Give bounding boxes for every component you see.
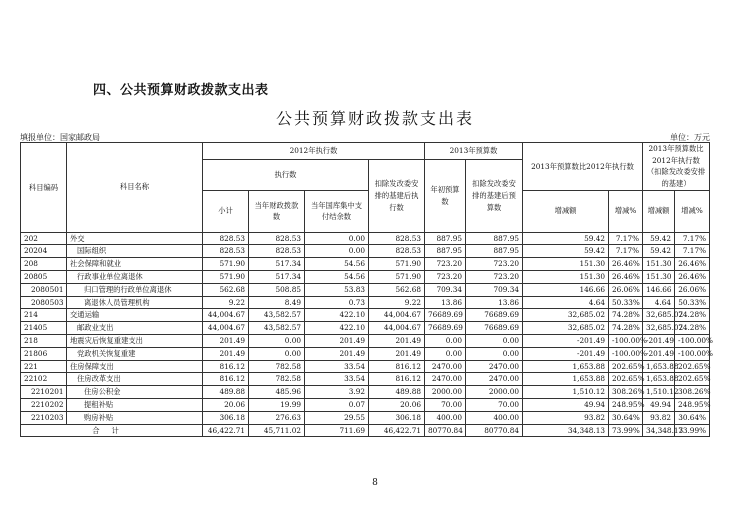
table-title: 公共预算财政拨款支出表	[275, 109, 474, 128]
cell-value: 782.58	[249, 373, 305, 386]
cell-value: 887.95	[425, 245, 466, 258]
cell-value: 59.42	[523, 245, 609, 258]
cell-value: 53.83	[305, 283, 369, 296]
total-value: 46,422.71	[369, 424, 425, 437]
cell-value: 709.34	[466, 283, 523, 296]
cell-code: 2080503	[21, 296, 67, 309]
cell-value: 308.26%	[675, 386, 710, 399]
cell-value: 400.00	[466, 411, 523, 424]
cell-value: 26.46%	[675, 271, 710, 284]
cell-value: 54.56	[305, 258, 369, 271]
cell-value: 70.00	[466, 399, 523, 412]
cell-value: 50.33%	[675, 296, 710, 309]
cell-value: 74.28%	[675, 322, 710, 335]
cell-value: 306.18	[203, 411, 249, 424]
cell-value: 201.49	[203, 335, 249, 348]
table-row	[21, 373, 710, 386]
cell-value: 308.26%	[609, 386, 643, 399]
cell-value: 0.07	[305, 399, 369, 412]
cell-value: 828.53	[369, 232, 425, 245]
cell-value: 723.20	[466, 258, 523, 271]
cell-value: 816.12	[369, 360, 425, 373]
cell-value: 202.65%	[609, 373, 643, 386]
cell-value: -100.00%	[675, 335, 710, 348]
header-exclude-exec: 扣除发改委安排的基建后执行数	[369, 160, 425, 233]
header-subtotal: 小计	[203, 190, 249, 232]
cell-name: 购房补贴	[67, 411, 203, 424]
cell-code: 21806	[21, 347, 67, 360]
cell-value: 562.68	[203, 283, 249, 296]
cell-name: 住房保障支出	[67, 360, 203, 373]
cell-code: 202	[21, 232, 67, 245]
cell-value: 2000.00	[466, 386, 523, 399]
cell-value: 709.34	[425, 283, 466, 296]
header-inc-dec-pct: 增减%	[609, 190, 643, 232]
table-row	[21, 335, 710, 348]
cell-name: 住房改革支出	[67, 373, 203, 386]
cell-value: 13.86	[466, 296, 523, 309]
cell-code: 218	[21, 335, 67, 348]
table-row	[21, 309, 710, 322]
cell-value: 2470.00	[466, 360, 523, 373]
cell-value: 26.46%	[609, 271, 643, 284]
cell-value: 13.86	[425, 296, 466, 309]
table-row	[21, 360, 710, 373]
cell-value: 571.90	[203, 258, 249, 271]
cell-name: 邮政业支出	[67, 322, 203, 335]
cell-value: 2470.00	[425, 360, 466, 373]
cell-value: 723.20	[425, 271, 466, 284]
cell-value: 1,653.88	[523, 373, 609, 386]
header-name: 科目名称	[67, 143, 203, 233]
header-code: 科目编码	[21, 143, 67, 233]
cell-value: 0.00	[249, 347, 305, 360]
expenditure-table	[20, 142, 713, 437]
cell-name: 国际组织	[67, 245, 203, 258]
cell-value: 828.53	[203, 232, 249, 245]
table-row	[21, 245, 710, 258]
cell-code: 2210202	[21, 399, 67, 412]
cell-value: -201.49	[643, 335, 675, 348]
cell-value: 508.85	[249, 283, 305, 296]
table-row	[21, 386, 710, 399]
header-inc-dec-pct-2: 增减%	[675, 190, 710, 232]
cell-name: 离退休人员管理机构	[67, 296, 203, 309]
header-exec2012: 2012年执行数	[203, 143, 425, 160]
cell-value: 400.00	[425, 411, 466, 424]
cell-value: 93.82	[643, 411, 675, 424]
cell-value: 76689.69	[466, 309, 523, 322]
table-row	[21, 232, 710, 245]
cell-value: 723.20	[466, 271, 523, 284]
cell-value: 43,582.57	[249, 322, 305, 335]
total-value: 80770.84	[425, 424, 466, 437]
total-value: 34,348.13	[523, 424, 609, 437]
cell-value: 43,582.57	[249, 309, 305, 322]
cell-value: 828.53	[249, 232, 305, 245]
table-row	[21, 283, 710, 296]
cell-value: 422.10	[305, 309, 369, 322]
total-value: 45,711.02	[249, 424, 305, 437]
table-row	[21, 411, 710, 424]
cell-value: 571.90	[203, 271, 249, 284]
cell-value: 828.53	[203, 245, 249, 258]
cell-value: 2470.00	[425, 373, 466, 386]
section-heading: 四、公共预算财政拨款支出表	[93, 83, 269, 98]
cell-value: 76689.69	[425, 322, 466, 335]
cell-name: 交通运输	[67, 309, 203, 322]
total-value: 46,422.71	[203, 424, 249, 437]
cell-value: -100.00%	[609, 347, 643, 360]
cell-value: 151.30	[643, 271, 675, 284]
header-compare: 2013年预算数比2012年执行数	[523, 143, 643, 191]
cell-value: 202.65%	[675, 373, 710, 386]
cell-value: 517.34	[249, 258, 305, 271]
total-label: 合计	[21, 424, 203, 437]
cell-name: 行政事业单位离退休	[67, 271, 203, 284]
total-value: 73.99%	[609, 424, 643, 437]
cell-value: 26.46%	[675, 258, 710, 271]
cell-name: 社会保障和就业	[67, 258, 203, 271]
cell-value: 8.49	[249, 296, 305, 309]
cell-value: 2000.00	[425, 386, 466, 399]
cell-value: 306.18	[369, 411, 425, 424]
cell-value: 4.64	[523, 296, 609, 309]
unit-label: 单位：万元	[670, 133, 710, 142]
cell-value: 74.28%	[675, 309, 710, 322]
header-fiscal-alloc: 当年财政拨款数	[249, 190, 305, 232]
cell-value: 7.17%	[609, 245, 643, 258]
cell-code: 21405	[21, 322, 67, 335]
cell-value: 76689.69	[466, 322, 523, 335]
filing-unit: 填报单位：国家邮政局	[20, 133, 100, 142]
cell-value: 0.00	[305, 232, 369, 245]
cell-name: 地震灾后恢复重建支出	[67, 335, 203, 348]
cell-value: 0.00	[466, 347, 523, 360]
cell-code: 221	[21, 360, 67, 373]
cell-value: 887.95	[425, 232, 466, 245]
cell-value: 2470.00	[466, 373, 523, 386]
table-row	[21, 347, 710, 360]
cell-value: 887.95	[466, 232, 523, 245]
table-body	[21, 232, 713, 437]
cell-value: 248.95%	[609, 399, 643, 412]
cell-value: 1,653.88	[523, 360, 609, 373]
total-value: 711.69	[305, 424, 369, 437]
cell-value: 489.88	[203, 386, 249, 399]
header-exec: 执行数	[203, 160, 369, 191]
cell-value: 32,685.02	[643, 309, 675, 322]
cell-value: 74.28%	[609, 309, 643, 322]
cell-value: -201.49	[643, 347, 675, 360]
cell-value: 44,004.67	[369, 322, 425, 335]
cell-value: 201.49	[305, 347, 369, 360]
cell-value: 54.56	[305, 271, 369, 284]
cell-value: 816.12	[369, 373, 425, 386]
cell-value: 202.65%	[675, 360, 710, 373]
cell-value: 44,004.67	[203, 309, 249, 322]
cell-value: 1,510.12	[643, 386, 675, 399]
cell-value: 20.06	[203, 399, 249, 412]
cell-value: 1,510.12	[523, 386, 609, 399]
header-treasury-pay: 当年国库集中支付结余数	[305, 190, 369, 232]
header-budget2013: 2013年预算数	[425, 143, 523, 160]
cell-value: 517.34	[249, 271, 305, 284]
cell-value: 44,004.67	[369, 309, 425, 322]
cell-value: 59.42	[523, 232, 609, 245]
cell-value: 76689.69	[425, 309, 466, 322]
total-value: 34,348.13	[643, 424, 675, 437]
cell-value: 151.30	[643, 258, 675, 271]
cell-value: 816.12	[203, 360, 249, 373]
cell-value: 74.28%	[609, 322, 643, 335]
total-row	[21, 424, 710, 437]
cell-code: 208	[21, 258, 67, 271]
cell-name: 归口管理的行政单位离退休	[67, 283, 203, 296]
cell-value: 151.30	[523, 258, 609, 271]
cell-value: 32,685.02	[523, 322, 609, 335]
table-row	[21, 258, 710, 271]
cell-value: 49.94	[643, 399, 675, 412]
total-value: 80770.84	[466, 424, 523, 437]
cell-value: 146.66	[643, 283, 675, 296]
cell-value: 30.64%	[675, 411, 710, 424]
cell-value: 3.92	[305, 386, 369, 399]
cell-value: 1,653.88	[643, 373, 675, 386]
cell-value: 59.42	[643, 245, 675, 258]
cell-value: 201.49	[305, 335, 369, 348]
cell-value: 26.46%	[609, 258, 643, 271]
cell-value: 4.64	[643, 296, 675, 309]
cell-value: 32,685.02	[643, 322, 675, 335]
header-begin-budget: 年初预算数	[425, 160, 466, 233]
cell-value: 59.42	[643, 232, 675, 245]
cell-value: 201.49	[369, 335, 425, 348]
cell-value: 201.49	[203, 347, 249, 360]
cell-value: 0.00	[466, 335, 523, 348]
cell-value: 19.99	[249, 399, 305, 412]
cell-value: 33.54	[305, 373, 369, 386]
cell-value: 782.58	[249, 360, 305, 373]
cell-name: 提租补贴	[67, 399, 203, 412]
cell-value: -201.49	[523, 347, 609, 360]
cell-value: 485.96	[249, 386, 305, 399]
cell-value: 44,004.67	[203, 322, 249, 335]
cell-value: 146.66	[523, 283, 609, 296]
cell-value: 151.30	[523, 271, 609, 284]
cell-value: 202.65%	[609, 360, 643, 373]
cell-value: 7.17%	[675, 232, 710, 245]
table-row	[21, 296, 710, 309]
cell-value: 20.06	[369, 399, 425, 412]
cell-value: 0.00	[249, 335, 305, 348]
cell-value: 422.10	[305, 322, 369, 335]
cell-value: 49.94	[523, 399, 609, 412]
cell-value: 7.17%	[675, 245, 710, 258]
cell-value: 828.53	[369, 245, 425, 258]
cell-code: 22102	[21, 373, 67, 386]
cell-value: -100.00%	[609, 335, 643, 348]
cell-value: 9.22	[203, 296, 249, 309]
cell-value: 33.54	[305, 360, 369, 373]
cell-value: 562.68	[369, 283, 425, 296]
header-compare-exclusive: 2013年预算数比2012年执行数（扣除发改委安排的基建）	[643, 143, 710, 191]
cell-value: 29.55	[305, 411, 369, 424]
cell-value: 248.95%	[675, 399, 710, 412]
cell-value: 723.20	[425, 258, 466, 271]
cell-value: 0.00	[425, 347, 466, 360]
cell-value: 201.49	[369, 347, 425, 360]
cell-value: 571.90	[369, 271, 425, 284]
cell-value: 0.73	[305, 296, 369, 309]
cell-value: 828.53	[249, 245, 305, 258]
cell-value: 9.22	[369, 296, 425, 309]
cell-value: -201.49	[523, 335, 609, 348]
cell-value: -100.00%	[675, 347, 710, 360]
cell-code: 214	[21, 309, 67, 322]
cell-name: 党政机关恢复重建	[67, 347, 203, 360]
table-row	[21, 271, 710, 284]
cell-value: 7.17%	[609, 232, 643, 245]
total-value: 73.99%	[675, 424, 710, 437]
page-number: 8	[372, 478, 378, 488]
header-inc-dec-2: 增减额	[643, 190, 675, 232]
cell-value: 32,685.02	[523, 309, 609, 322]
cell-name: 住房公积金	[67, 386, 203, 399]
cell-value: 571.90	[369, 258, 425, 271]
cell-code: 2210203	[21, 411, 67, 424]
cell-code: 2080501	[21, 283, 67, 296]
cell-value: 26.06%	[609, 283, 643, 296]
cell-name: 外交	[67, 232, 203, 245]
cell-value: 26.06%	[675, 283, 710, 296]
header-inc-dec: 增减额	[523, 190, 609, 232]
cell-value: 30.64%	[609, 411, 643, 424]
cell-value: 93.82	[523, 411, 609, 424]
cell-value: 0.00	[305, 245, 369, 258]
cell-value: 1,653.88	[643, 360, 675, 373]
cell-value: 489.88	[369, 386, 425, 399]
cell-value: 50.33%	[609, 296, 643, 309]
cell-value: 887.95	[466, 245, 523, 258]
cell-code: 20805	[21, 271, 67, 284]
cell-value: 276.63	[249, 411, 305, 424]
table-row	[21, 399, 710, 412]
cell-code: 20204	[21, 245, 67, 258]
table-row	[21, 322, 710, 335]
header-exclude-budget: 扣除发改委安排的基建后预算数	[466, 160, 523, 233]
cell-code: 2210201	[21, 386, 67, 399]
cell-value: 0.00	[425, 335, 466, 348]
cell-value: 816.12	[203, 373, 249, 386]
cell-value: 70.00	[425, 399, 466, 412]
